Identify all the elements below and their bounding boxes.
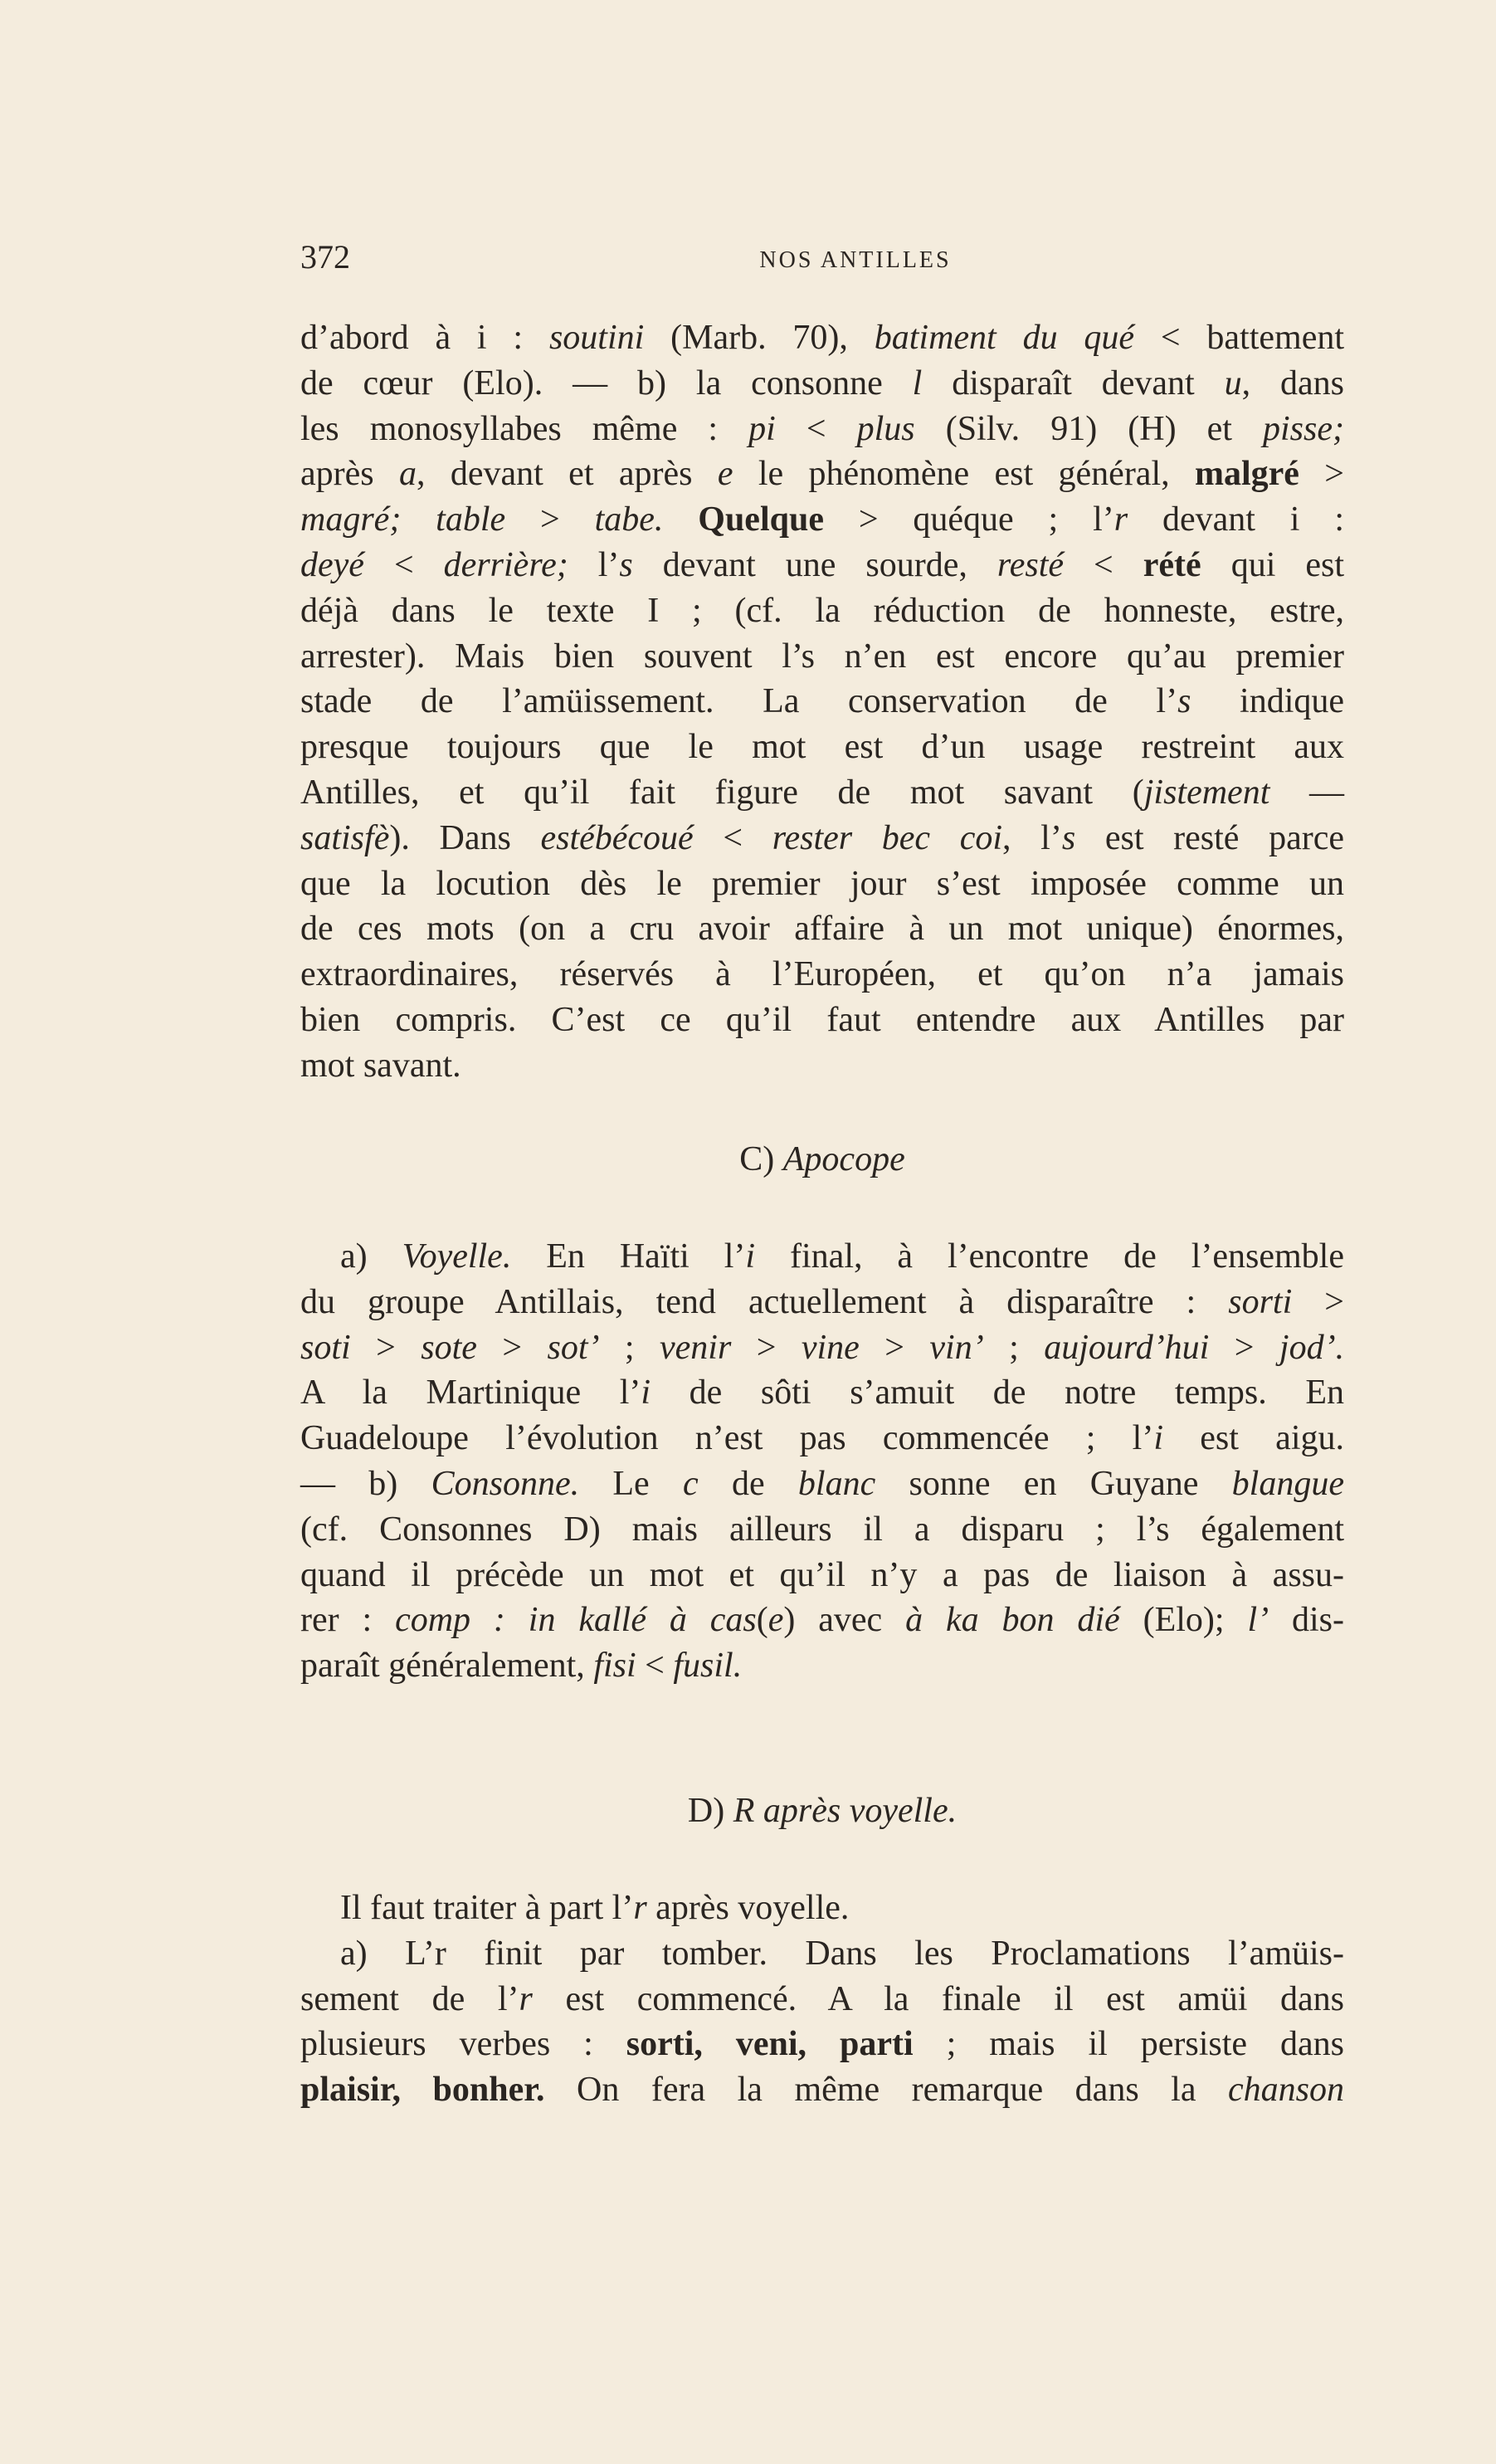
text-line: [300, 906, 1344, 952]
page-number: 372: [300, 238, 350, 276]
text-run: blangue: [1231, 1464, 1344, 1503]
text-run: , devant et après: [416, 455, 718, 494]
text-run: soti: [300, 1328, 351, 1367]
text-run: r: [519, 1979, 533, 2018]
text-run: a: [398, 455, 417, 494]
text-run: <: [636, 1647, 674, 1686]
text-line: [300, 451, 1344, 497]
text-run: qui est: [1201, 545, 1345, 584]
text-line: [300, 1416, 1344, 1461]
text-line: [300, 588, 1344, 634]
text-run: >: [505, 500, 595, 539]
text-run: Le: [579, 1464, 683, 1503]
text-line: [300, 952, 1344, 998]
text-run: déjà dans le texte I ; (cf. la réduction de honneste, estre,: [300, 591, 1344, 630]
text-run: r: [1113, 500, 1128, 539]
text-run: Antilles, et qu’il fait figure de mot savant (: [300, 773, 1144, 812]
text-run: extraordinaires, réservés à l’Européen, et qu’on n’a jamais: [300, 955, 1344, 994]
text-run: e: [767, 1601, 784, 1640]
text-run: est aigu.: [1163, 1419, 1344, 1458]
text-line: [300, 1598, 1344, 1643]
text-run: paraît généralement,: [300, 1647, 594, 1686]
text-run: après: [300, 455, 399, 494]
heading-apocope: [300, 1137, 1344, 1183]
text-run: dis-: [1269, 1601, 1344, 1640]
text-run: est commencé. A la finale il est amüi dans: [532, 1979, 1345, 2018]
text-run: D): [687, 1792, 733, 1830]
text-run: disparaît devant: [922, 364, 1225, 403]
text-run: le phénomène est général,: [733, 455, 1195, 494]
text-run: fisi: [593, 1647, 636, 1686]
text-line: [300, 1553, 1344, 1598]
text-run: plusieurs verbes :: [300, 2025, 626, 2064]
text-run: plaisir, bonher.: [300, 2071, 545, 2110]
text-run: [663, 500, 698, 539]
text-run: sonne en Guyane: [875, 1464, 1232, 1503]
text-run: après voyelle.: [646, 1889, 850, 1927]
text-run: (Marb. 70),: [644, 319, 875, 357]
text-line: [300, 315, 1344, 361]
text-run: <: [1064, 545, 1143, 584]
text-line: [300, 543, 1344, 588]
section-b-paragraph: [300, 315, 1344, 1089]
text-run: s: [619, 545, 633, 584]
text-run: rété: [1143, 545, 1201, 584]
text-run: s: [1061, 818, 1076, 857]
text-run: i: [745, 1237, 756, 1276]
text-run: < battement: [1134, 319, 1345, 357]
text-run: Guadeloupe l’évolution n’est pas commencée ; l’: [300, 1419, 1154, 1458]
text-run: malgré: [1194, 455, 1299, 494]
text-run: Apocope: [782, 1140, 905, 1178]
text-run: du groupe Antillais, tend actuellement à disparaître :: [300, 1282, 1229, 1321]
text-line: [300, 998, 1344, 1043]
text-run: >: [1292, 1282, 1344, 1321]
text-run: Consonne.: [431, 1464, 580, 1503]
text-run: C): [739, 1140, 783, 1178]
running-title: NOS ANTILLES: [759, 247, 952, 273]
section-heading: [300, 1788, 1344, 1834]
text-line: [300, 634, 1344, 680]
text-run: l: [912, 364, 923, 403]
text-run: R après voyelle.: [733, 1792, 958, 1830]
text-run: vine: [801, 1328, 860, 1367]
text-run: final, à l’encontre de l’ensemble: [755, 1237, 1344, 1276]
text-run: <: [775, 409, 857, 448]
text-run: de sôti s’amuit de notre temps. En: [651, 1373, 1344, 1413]
text-run: Quelque: [698, 500, 824, 539]
text-run: l’: [1247, 1601, 1269, 1640]
text-run: r: [633, 1889, 647, 1927]
text-run: magré; table: [300, 500, 506, 539]
text-run: resté: [997, 545, 1065, 584]
text-run: >: [476, 1328, 548, 1367]
text-run: estébécoué: [540, 818, 694, 857]
text-run: (: [756, 1601, 768, 1640]
section-d-paragraph: [300, 1886, 1344, 2113]
text-run: > quéque ; l’: [823, 500, 1114, 539]
text-run: tabe.: [594, 500, 664, 539]
text-run: On fera la même remarque dans la: [544, 2071, 1228, 2110]
text-run: A la Martinique l’: [300, 1373, 641, 1413]
text-run: i: [1153, 1419, 1163, 1458]
text-run: ) avec: [783, 1601, 906, 1640]
text-run: aujourd’hui: [1044, 1328, 1210, 1367]
text-run: c: [683, 1464, 699, 1503]
text-run: mot savant.: [300, 1046, 461, 1085]
text-run: <: [363, 545, 444, 584]
text-run: pi: [748, 409, 776, 448]
text-run: sorti, veni, parti: [626, 2025, 914, 2064]
text-run: blanc: [797, 1464, 876, 1503]
text-run: pisse;: [1263, 409, 1344, 448]
section-heading: [300, 1137, 1344, 1183]
text-line: [300, 861, 1344, 907]
text-run: comp : in kallé à cas: [395, 1601, 757, 1640]
text-run: a) L’r finit par tomber. Dans les Proclamations l’amüis-: [340, 1934, 1344, 1973]
text-run: >: [1209, 1328, 1279, 1367]
text-line: [300, 2022, 1344, 2067]
text-run: s: [1177, 682, 1191, 721]
text-run: sote: [421, 1328, 477, 1367]
text-run: vin’: [929, 1328, 984, 1367]
text-run: batiment du qué: [874, 319, 1135, 357]
text-run: devant i :: [1128, 500, 1345, 539]
text-run: rer :: [300, 1601, 396, 1640]
text-line: [300, 1370, 1344, 1416]
text-line: [300, 1931, 1344, 1977]
text-run: (Elo);: [1119, 1601, 1248, 1640]
text-run: satisfè: [300, 818, 390, 857]
text-run: de: [698, 1464, 798, 1503]
page-header: [300, 234, 1344, 284]
text-line: [300, 1325, 1344, 1371]
text-run: est resté parce: [1075, 818, 1344, 857]
text-run: Il faut traiter à part l’: [340, 1889, 634, 1927]
text-line: [300, 497, 1344, 543]
text-run: sement de l’: [300, 1979, 519, 2018]
text-run: ;: [983, 1328, 1045, 1367]
text-run: (cf. Consonnes D) mais ailleurs il a disparu ; l’s également: [300, 1510, 1344, 1549]
text-run: ; mais il persiste dans: [913, 2025, 1344, 2064]
text-run: >: [350, 1328, 422, 1367]
text-run: venir: [660, 1328, 732, 1367]
text-run: l’: [568, 545, 620, 584]
text-line: [300, 1234, 1344, 1280]
text-run: i: [641, 1373, 651, 1413]
text-run: bien compris. C’est ce qu’il faut entendre aux Antilles par: [300, 1000, 1344, 1039]
text-run: de cœur (Elo). — b) la consonne: [300, 364, 913, 403]
text-run: u: [1224, 364, 1242, 403]
text-run: sot’: [547, 1328, 600, 1367]
text-run: <: [693, 818, 772, 857]
text-run: deyé: [300, 545, 364, 584]
text-run: quand il précède un mot et qu’il n’y a pas de liaison à assu-: [300, 1555, 1344, 1594]
text-run: jistement: [1143, 773, 1270, 812]
text-run: , dans: [1241, 364, 1344, 403]
text-line: [300, 1043, 1344, 1089]
text-run: >: [1299, 455, 1344, 494]
text-line: [300, 770, 1344, 816]
text-run: de ces mots (on a cru avoir affaire à un mot unique) énormes,: [300, 910, 1344, 949]
text-run: ;: [599, 1328, 660, 1367]
text-run: Voyelle.: [402, 1237, 512, 1276]
text-run: sorti: [1228, 1282, 1293, 1321]
text-run: ). Dans: [389, 818, 541, 857]
text-run: plus: [856, 409, 915, 448]
text-run: En Haïti l’: [511, 1237, 746, 1276]
text-run: rester bec coi: [772, 818, 1003, 857]
text-line: [300, 1977, 1344, 2022]
text-run: jod’.: [1279, 1328, 1345, 1367]
text-line: [300, 725, 1344, 770]
text-run: — b): [300, 1464, 431, 1503]
text-run: indique: [1191, 682, 1344, 721]
text-line: [300, 1643, 1344, 1689]
text-line: [300, 679, 1344, 725]
text-run: presque toujours que le mot est d’un usage restreint aux: [300, 728, 1344, 767]
text-line: [300, 2067, 1344, 2113]
text-line: [300, 1280, 1344, 1325]
text-run: fusil.: [673, 1647, 743, 1686]
text-run: e: [717, 455, 733, 494]
text-run: stade de l’amüissement. La conservation de l’: [300, 682, 1178, 721]
text-run: >: [859, 1328, 930, 1367]
text-line: [300, 1886, 1344, 1931]
text-run: que la locution dès le premier jour s’est imposée comme un: [300, 864, 1344, 903]
text-run: >: [731, 1328, 802, 1367]
text-run: d’abord à i :: [300, 319, 549, 357]
text-line: [300, 407, 1344, 452]
text-run: soutini: [548, 319, 645, 357]
text-line: [300, 1507, 1344, 1553]
text-run: arrester). Mais bien souvent l’s n’en est encore qu’au premier: [300, 637, 1344, 676]
text-run: (Silv. 91) (H) et: [914, 409, 1263, 448]
text-line: [300, 361, 1344, 407]
heading-r-apres-voyelle: [300, 1788, 1344, 1834]
text-run: les monosyllabes même :: [300, 409, 749, 448]
text-run: devant une sourde,: [632, 545, 997, 584]
text-run: —: [1269, 773, 1345, 812]
text-run: a): [340, 1237, 402, 1276]
text-run: derrière;: [443, 545, 568, 584]
section-c-paragraph: [300, 1234, 1344, 1689]
text-line: [300, 1461, 1344, 1507]
text-run: , l’: [1002, 818, 1062, 857]
text-line: [300, 816, 1344, 861]
text-run: à ka bon dié: [905, 1601, 1120, 1640]
text-run: chanson: [1228, 2071, 1344, 2110]
